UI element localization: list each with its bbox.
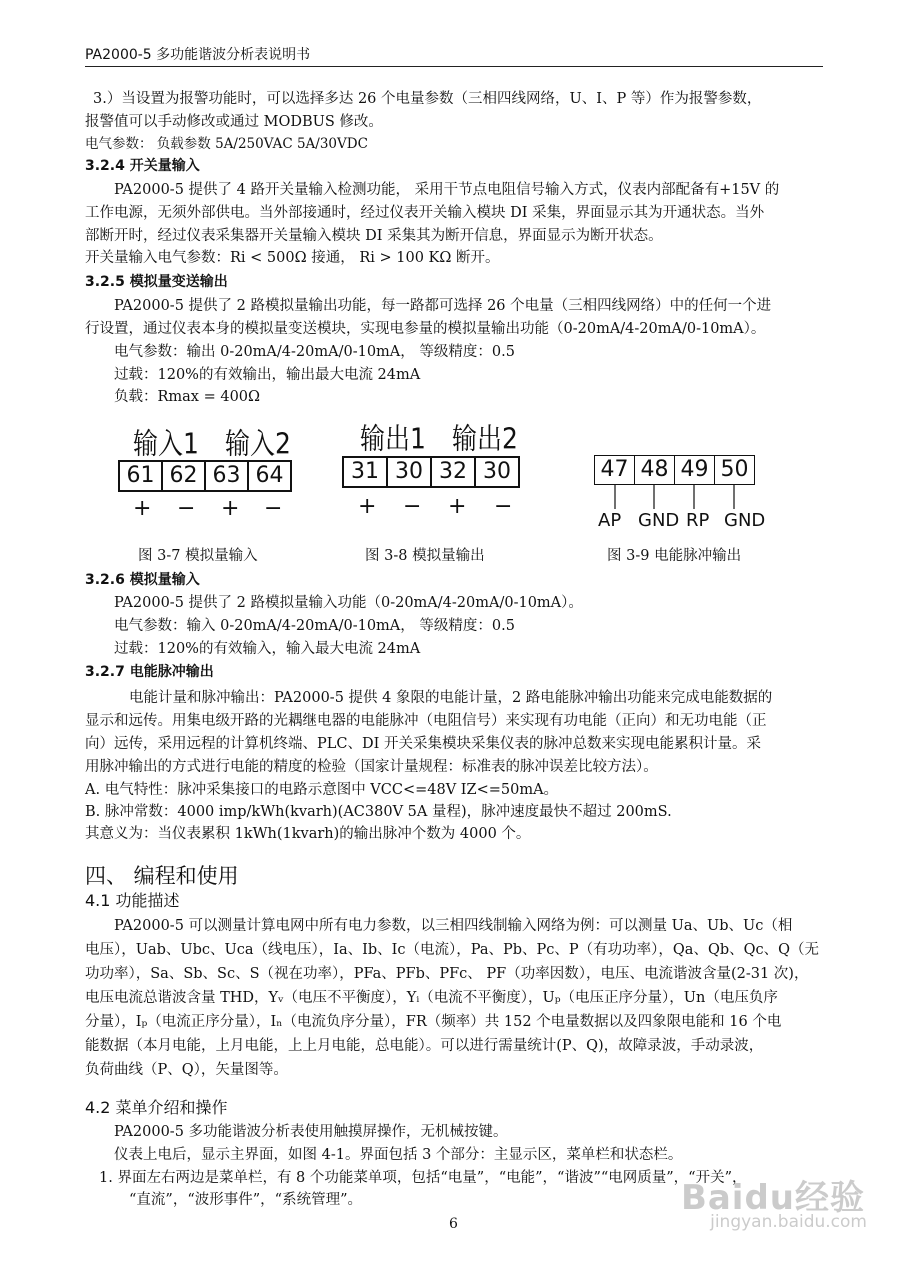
heading-3-2-7: 3.2.7 电能脉冲输出 [85,664,214,680]
para-326-2: 电气参数：输入 0-20mA/4-20mA/0-10mA， 等级精度：0.5 [114,618,515,634]
heading-4-2: 4.2 菜单介绍和操作 [85,1098,228,1117]
fig37-label-input2: 输入2 [225,427,291,461]
para-327-6: B. 脉冲常数：4000 imp/kWh(kvarh)(AC380V 5A 量程)，脉冲速度最快不超过 200mS. [85,804,672,820]
para-41-1: PA2000-5 可以测量计算电网中所有电力参数，以三相四线制输入网络为例：可以测量 Ua、Ub、Uc（相 [114,918,793,934]
fig39-label: RP [686,510,710,531]
heading-4-1: 4.1 功能描述 [85,891,180,910]
para-327-1: 电能计量和脉冲输出：PA2000-5 提供 4 象限的电能计量，2 路电能脉冲输出功能来完成电能数据的 [129,690,773,706]
fig37-terminal: 61 [120,462,163,490]
fig39-label: GND [638,510,680,531]
fig37-sign: + [133,496,152,521]
fig39-caption: 图 3-9 电能脉冲输出 [607,548,742,564]
fig37-caption: 图 3-7 模拟量输入 [138,548,258,564]
fig37-terminal: 63 [206,462,249,490]
fig38-sign: − [403,494,422,519]
fig38-sign: + [448,494,467,519]
para-326-1: PA2000-5 提供了 2 路模拟量输入功能（0-20mA/4-20mA/0-10mA）。 [114,595,583,611]
watermark-logo: Baidu经验 [680,1178,865,1218]
fig38-label-output1: 输出1 [360,422,426,456]
fig39-terminal: 49 [675,456,715,484]
fig38-sign: + [358,494,377,519]
fig39-terminal: 48 [635,456,675,484]
para-41-6: 能数据（本月电能，上月电能，上上月电能，总电能）。可以进行需量统计(P、Q)，故障录波，手动录波， [85,1038,764,1054]
fig37-sign: − [264,496,283,521]
para-325-5: 负载：Rmax = 400Ω [114,389,261,405]
fig37-label-input1: 输入1 [133,427,199,461]
para-41-2: 电压），Uab、Ubc、Uca（线电压），Ia、Ib、Ic（电流），Pa、Pb、Pc、P（有功功率），Qa、Qb、Qc、Q（无 [85,942,820,958]
header-title: PA2000-5 多功能谐波分析表说明书 [85,47,311,63]
para-41-5: 分量），Iₚ（电流正序分量），Iₙ（电流负序分量），FR（频率）共 152 个电量数据以及四象限电能和 16 个电 [85,1014,782,1030]
fig39-label: GND [724,510,766,531]
fig37-terminal-block [118,460,292,492]
para-324-2: 工作电源，无须外部供电。当外部接通时，经过仪表开关输入模块 DI 采集，界面显示其为开通状态。当外 [85,205,765,221]
heading-3-2-4: 3.2.4 开关量输入 [85,158,200,174]
alarm-line-2: 报警值可以手动修改或通过 MODBUS 修改。 [85,114,383,130]
fig37-sign: + [221,496,240,521]
fig38-terminal: 30 [483,459,511,484]
para-327-5: A. 电气特性：脉冲采集接口的电路示意图中 VCC<=48V IZ<=50mA。 [85,782,559,798]
fig37-terminal: 64 [255,463,284,488]
para-327-4: 用脉冲输出的方式进行电能的精度的检验（国家计量规程：标准表的脉冲误差比较方法）。 [85,759,658,775]
fig39-label: AP [598,510,622,531]
fig38-terminal: 30 [388,458,432,486]
heading-3-2-5: 3.2.5 模拟量变送输出 [85,274,228,290]
para-324-3: 部断开时，经过仪表采集器开关量输入模块 DI 采集其为断开信息，界面显示为断开状态。 [85,228,663,244]
para-327-2: 显示和远传。用集电级开路的光耦继电器的电能脉冲（电阻信号）来实现有功电能（正向）和无功电能（正 [85,713,767,729]
para-41-4: 电压电流总谐波含量 THD，Yᵥ（电压不平衡度），Yᵢ（电流不平衡度），Uₚ（电压正序分量），Un（电压负序 [85,990,778,1006]
para-42-3: 1. 界面左右两边是菜单栏，有 8 个功能菜单项，包括“电量”，“电能”，“谐波”“电网质量”，“开关”， [99,1170,747,1186]
fig37-sign: − [177,496,196,521]
para-42-2: 仪表上电后，显示主界面，如图 4-1。界面包括 3 个部分：主显示区，菜单栏和状态栏。 [114,1147,683,1163]
para-325-2: 行设置，通过仪表本身的模拟量变送模块，实现电参量的模拟量输出功能（0-20mA/4-20mA/0-10mA）。 [85,321,766,337]
para-42-1: PA2000-5 多功能谐波分析表使用触摸屏操作，无机械按键。 [114,1124,508,1140]
para-324-1: PA2000-5 提供了 4 路开关量输入检测功能， 采用干节点电阻信号输入方式，仪表内部配备有+15V 的 [114,182,780,198]
chapter-4-heading: 四、 编程和使用 [85,864,239,888]
page-number: 6 [449,1216,458,1232]
para-42-4: “直流”，“波形事件”，“系统管理”。 [129,1192,362,1208]
fig39-terminal: 47 [595,456,635,484]
fig38-terminal: 31 [344,458,388,486]
fig37-terminal: 62 [163,462,206,490]
para-325-4: 过载：120%的有效输出，输出最大电流 24mA [114,367,421,383]
header-rule [85,66,823,67]
para-41-7: 负荷曲线（P、Q），矢量图等。 [85,1062,288,1078]
para-325-1: PA2000-5 提供了 2 路模拟量输出功能，每一路都可选择 26 个电量（三相四线网络）中的任何一个进 [114,298,772,314]
fig39-terminal: 50 [720,457,749,482]
para-326-3: 过载：120%的有效输入，输入最大电流 24mA [114,641,421,657]
heading-3-2-6: 3.2.6 模拟量输入 [85,572,200,588]
fig38-terminal: 32 [432,458,476,486]
para-325-3: 电气参数：输出 0-20mA/4-20mA/0-10mA， 等级精度：0.5 [114,344,515,360]
fig38-label-output2: 输出2 [452,422,518,456]
fig38-caption: 图 3-8 模拟量输出 [365,548,485,564]
para-41-3: 功功率），Sa、Sb、Sc、S（视在功率），PFa、PFb、PFc、 PF（功率因数），电压、电流谐波含量(2-31 次)， [85,966,809,982]
fig39-terminal-block [594,455,755,485]
para-324-4: 开关量输入电气参数：Ri < 500Ω 接通， Ri > 100 KΩ 断开。 [85,250,500,266]
para-327-7: 其意义为：当仪表累积 1kWh(1kvarh)的输出脉冲个数为 4000 个。 [85,826,531,842]
fig38-sign: − [494,494,513,519]
para-327-3: 向）远传，采用远程的计算机终端、PLC、DI 开关采集模块采集仪表的脉冲总数来实现电能累积计量。采 [85,736,761,752]
alarm-line-1: 3.）当设置为报警功能时，可以选择多达 26 个电量参数（三相四线网络，U、I、P 等）作为报警参数， [93,91,762,107]
watermark-url: jingyan.baidu.com [710,1212,867,1232]
alarm-elec: 电气参数： 负载参数 5A/250VAC 5A/30VDC [85,136,368,152]
fig38-terminal-block [342,456,520,488]
